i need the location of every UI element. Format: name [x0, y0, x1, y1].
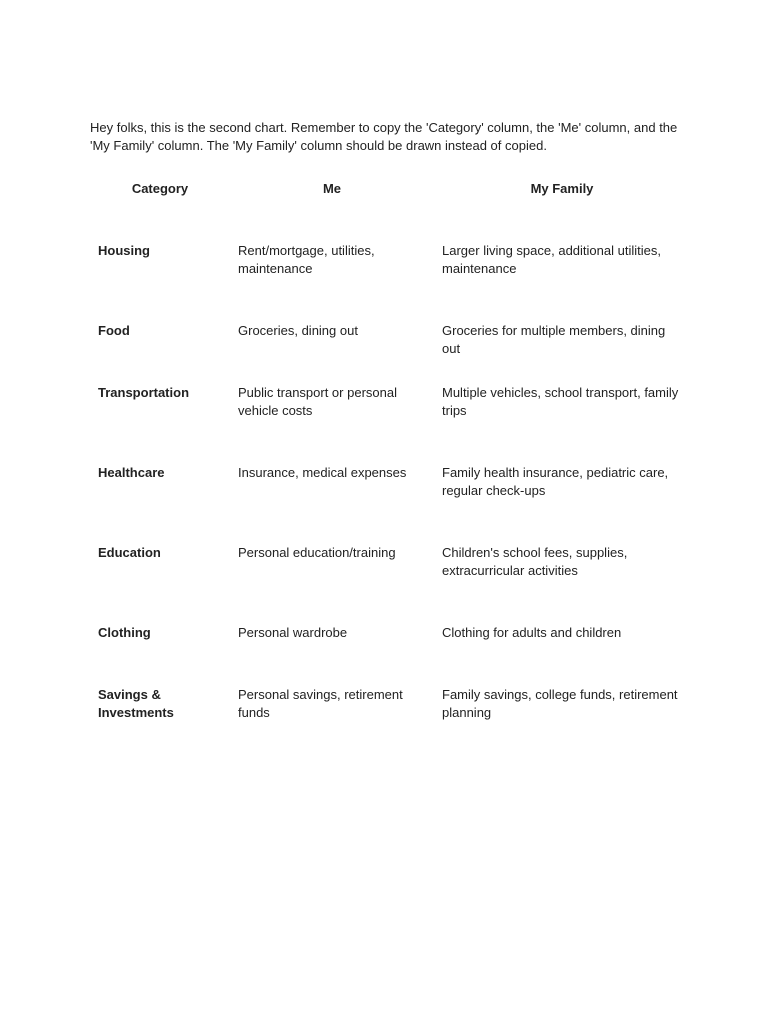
family-cell: Multiple vehicles, school transport, family trips [442, 385, 679, 418]
table-row [90, 686, 690, 730]
me-cell: Public transport or personal vehicle costs [238, 385, 397, 418]
category-cell: Transportation [98, 385, 190, 400]
table-row [90, 242, 690, 286]
me-cell: Personal education/training [238, 545, 396, 560]
header-me: Me [322, 181, 342, 196]
me-cell: Personal savings, retirement funds [238, 687, 403, 720]
me-cell: Insurance, medical expenses [238, 465, 407, 480]
me-cell: Groceries, dining out [238, 323, 358, 338]
table-row [90, 384, 690, 428]
category-cell: Savings & Investments [98, 687, 174, 720]
family-cell: Groceries for multiple members, dining out [442, 323, 666, 356]
table-row [90, 624, 690, 668]
table-row [90, 544, 690, 588]
family-cell: Family savings, college funds, retirement planning [442, 687, 678, 720]
me-cell: Personal wardrobe [238, 625, 348, 640]
header-category: Category [131, 181, 189, 196]
intro-paragraph: Hey folks, this is the second chart. Remember to copy the 'Category' column, the 'Me' column, and the 'My Family' column. The 'My Family' column should be drawn instead of copied. [90, 120, 678, 153]
category-cell: Clothing [98, 625, 151, 640]
category-cell: Food [98, 323, 130, 338]
budget-comparison-table [90, 172, 690, 730]
family-cell: Clothing for adults and children [442, 625, 622, 640]
category-cell: Education [98, 545, 161, 560]
header-my-family: My Family [530, 181, 594, 196]
me-cell: Rent/mortgage, utilities, maintenance [238, 243, 375, 276]
family-cell: Children's school fees, supplies, extracurricular activities [442, 545, 628, 578]
category-cell: Housing [98, 243, 150, 258]
table-row [90, 464, 690, 508]
category-cell: Healthcare [98, 465, 165, 480]
table-row [90, 322, 690, 366]
table-header-row [90, 172, 690, 206]
family-cell: Larger living space, additional utilities, maintenance [442, 243, 661, 276]
family-cell: Family health insurance, pediatric care, regular check-ups [442, 465, 669, 498]
